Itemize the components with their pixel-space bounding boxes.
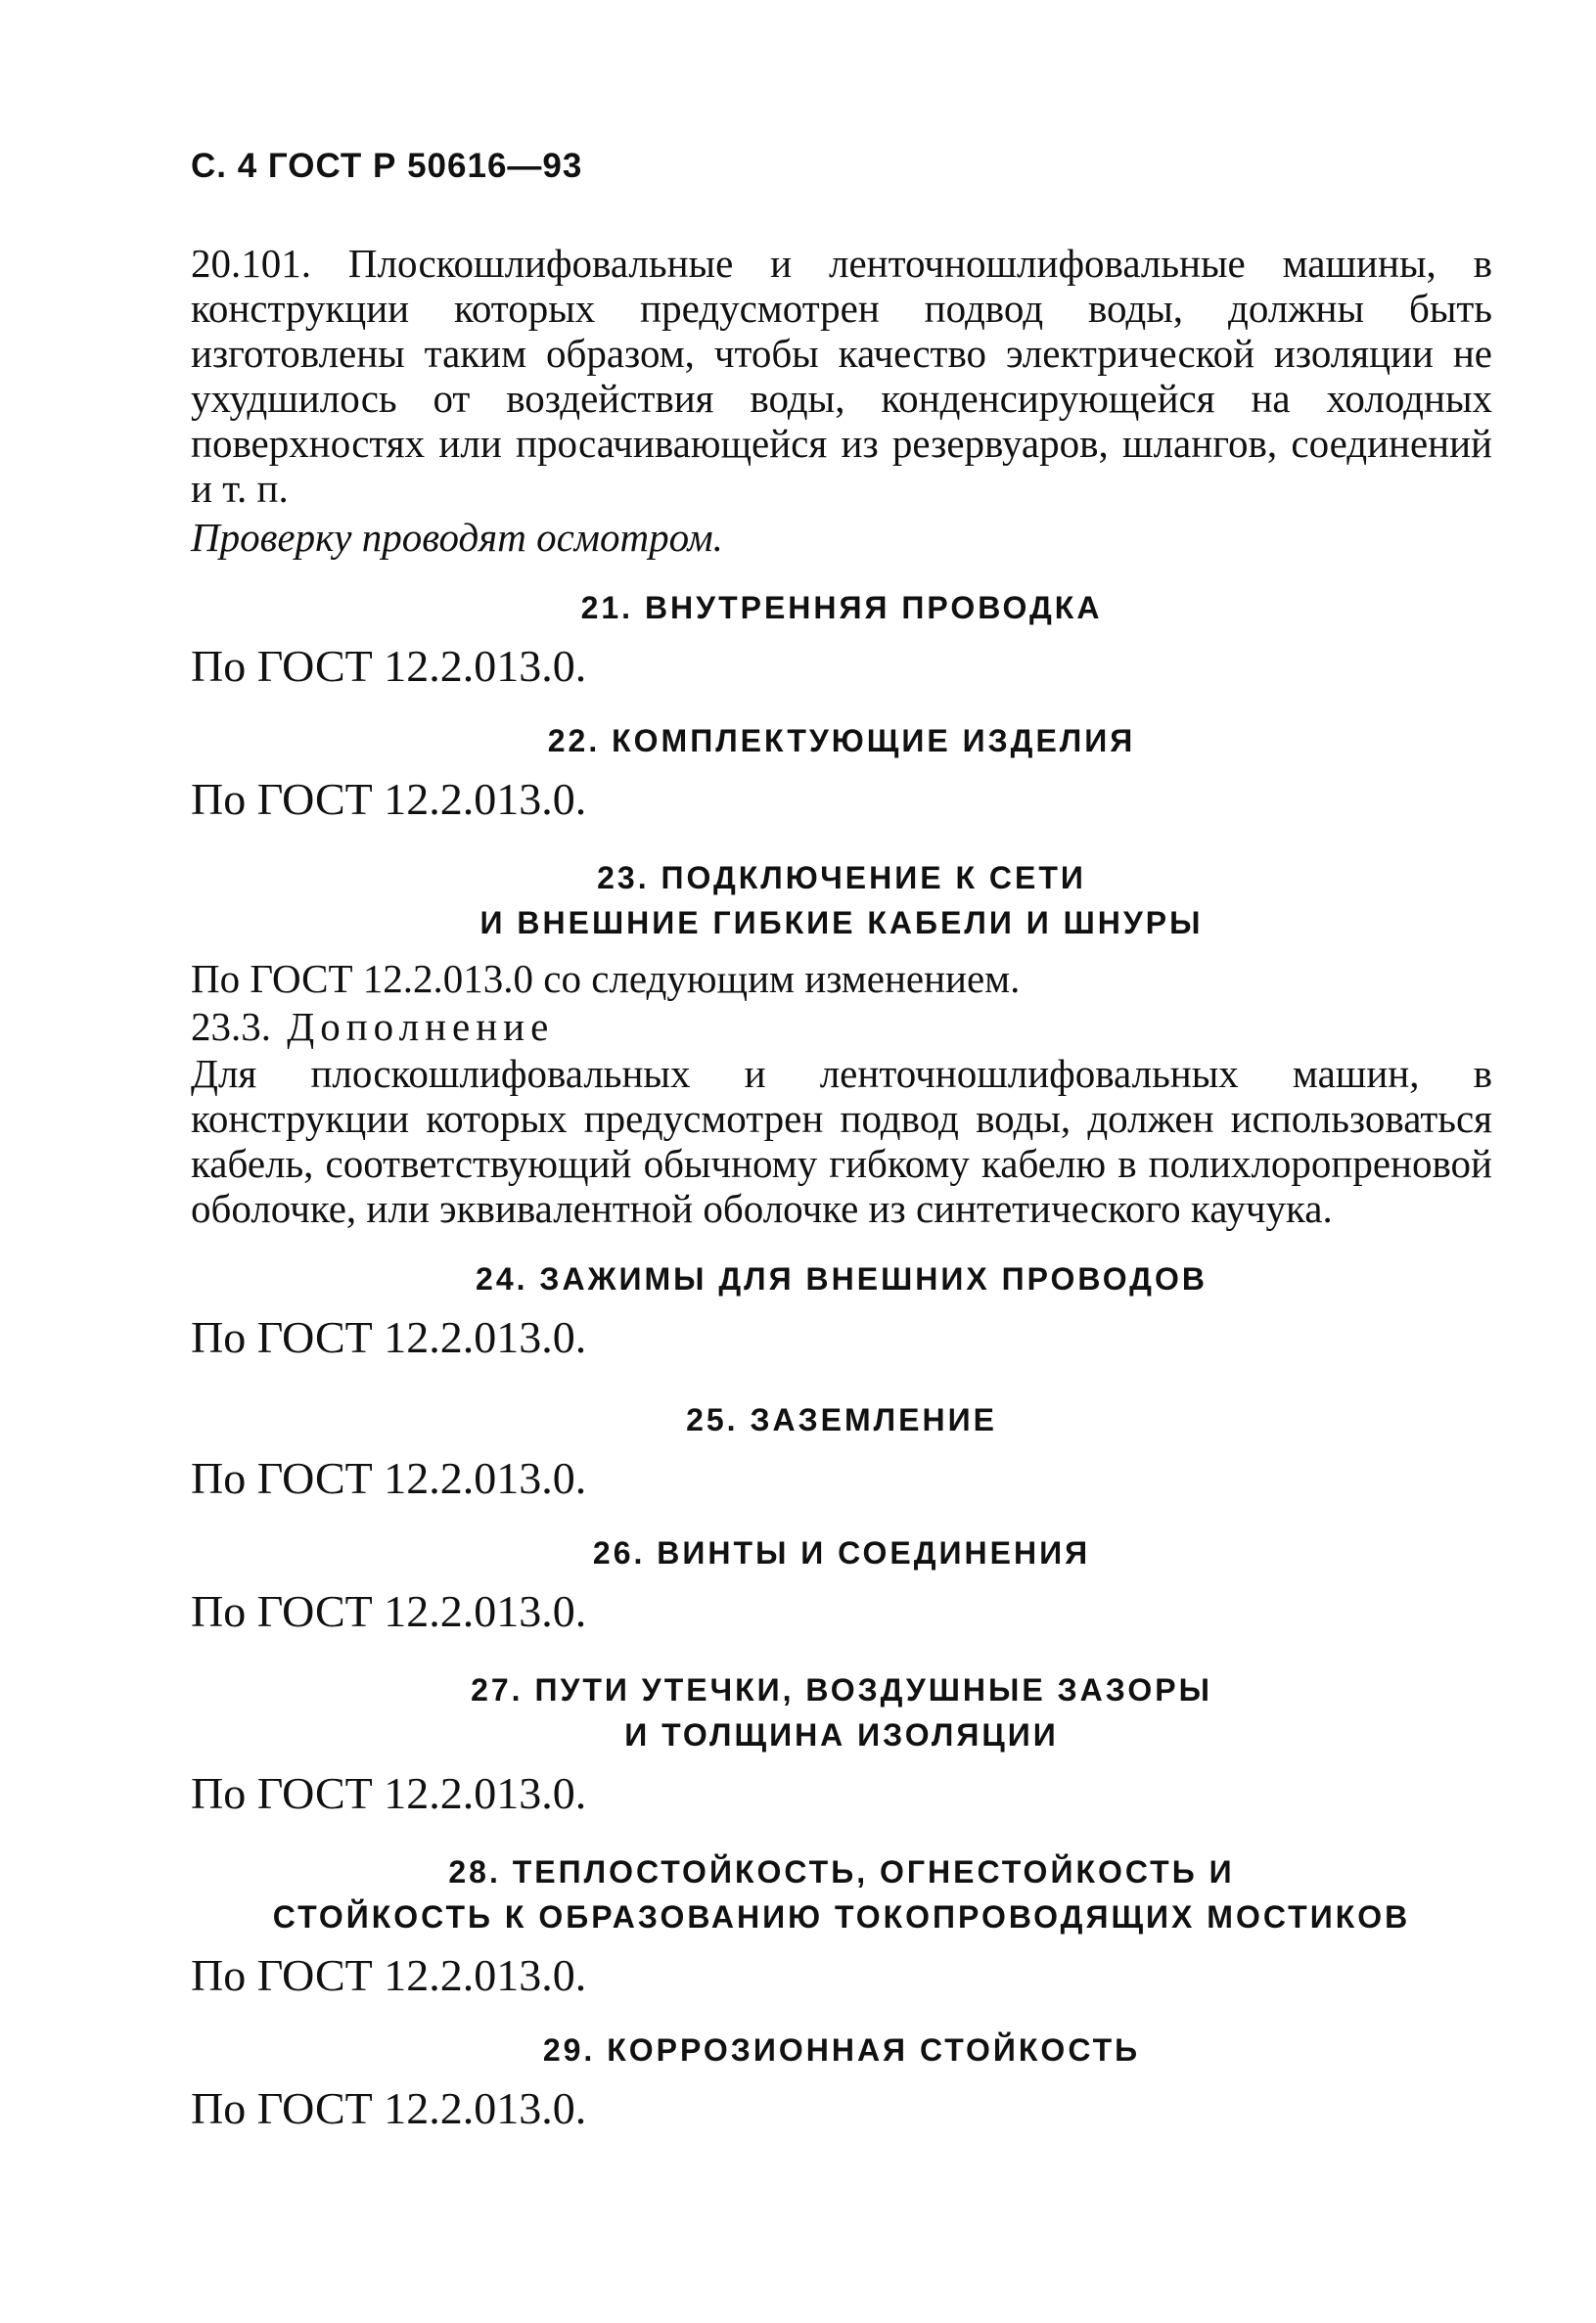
section-21-title: 21. ВНУТРЕННЯЯ ПРОВОДКА bbox=[580, 590, 1103, 625]
section-27-ref: По ГОСТ 12.2.013.0. bbox=[191, 1768, 587, 1818]
document-page bbox=[191, 147, 1492, 2135]
section-27-title-line-1: 27. ПУТИ УТЕЧКИ, ВОЗДУШНЫЕ ЗАЗОРЫ bbox=[471, 1672, 1212, 1708]
section-23-title bbox=[191, 855, 1492, 945]
section-23-title-line-2: И ВНЕШНИЕ ГИБКИЕ КАБЕЛИ И ШНУРЫ bbox=[479, 905, 1204, 940]
subsection-23-3-number: 23.3. bbox=[191, 1004, 271, 1049]
subsection-23-3-text: Для плоскошлифовальных и ленточношлифовальных машин, в конструкции которых предусмотрен подвод воды, должен использоваться кабель, соответствующий обычному гибкому кабелю в полихлоропреновой оболочке, или эквивалентной оболочке из синтетического каучука. bbox=[191, 1051, 1492, 1231]
section-25-title: 25. ЗАЗЕМЛЕНИЕ bbox=[686, 1402, 997, 1437]
section-28-title bbox=[191, 1849, 1492, 1939]
section-22-title: 22. КОМПЛЕКТУЮЩИЕ ИЗДЕЛИЯ bbox=[547, 723, 1136, 758]
section-23-title-line-1: 23. ПОДКЛЮЧЕНИЕ К СЕТИ bbox=[597, 860, 1086, 895]
subsection-23-3-heading bbox=[191, 1002, 1492, 1051]
section-27-title-line-2: И ТОЛЩИНА ИЗОЛЯЦИИ bbox=[624, 1717, 1059, 1753]
section-25-ref: По ГОСТ 12.2.013.0. bbox=[191, 1453, 587, 1503]
running-head: С. 4 ГОСТ Р 50616—93 bbox=[191, 147, 583, 185]
subsection-23-3-title: Дополнение bbox=[287, 1004, 555, 1049]
section-29-ref: По ГОСТ 12.2.013.0. bbox=[191, 2083, 587, 2133]
paragraph-20-101-text: 20.101. Плоскошлифовальные и ленточношлифовальные машины, в конструкции которых предусмотрен подвод воды, должны быть изготовлены таким образом, чтобы качество электрической изоляции не ухудшилось от воздействия воды, конденсирующейся на холодных поверхностях или просачивающейся из резервуаров, шлангов, соединений и т. п. bbox=[191, 241, 1492, 511]
paragraph-20-101 bbox=[191, 241, 1492, 511]
section-22-ref: По ГОСТ 12.2.013.0. bbox=[191, 774, 587, 824]
section-28-title-line-1: 28. ТЕПЛОСТОЙКОСТЬ, ОГНЕСТОЙКОСТЬ И bbox=[448, 1854, 1235, 1890]
section-28-title-line-2: СТОЙКОСТЬ К ОБРАЗОВАНИЮ ТОКОПРОВОДЯЩИХ МОСТИКОВ bbox=[272, 1899, 1411, 1935]
section-26-title: 26. ВИНТЫ И СОЕДИНЕНИЯ bbox=[592, 1535, 1091, 1571]
section-24-ref: По ГОСТ 12.2.013.0. bbox=[191, 1312, 587, 1362]
section-28-ref: По ГОСТ 12.2.013.0. bbox=[191, 1950, 587, 2000]
section-29-title: 29. КОРРОЗИОННАЯ СТОЙКОСТЬ bbox=[542, 2032, 1141, 2068]
check-note-20-101: Проверку проводят осмотром. bbox=[191, 515, 723, 560]
section-21-ref: По ГОСТ 12.2.013.0. bbox=[191, 641, 587, 691]
section-24-title: 24. ЗАЖИМЫ ДЛЯ ВНЕШНИХ ПРОВОДОВ bbox=[476, 1261, 1208, 1297]
section-23-ref: По ГОСТ 12.2.013.0 со следующим изменением. bbox=[191, 956, 1021, 1001]
section-26-ref: По ГОСТ 12.2.013.0. bbox=[191, 1586, 587, 1636]
section-27-title bbox=[191, 1667, 1492, 1757]
